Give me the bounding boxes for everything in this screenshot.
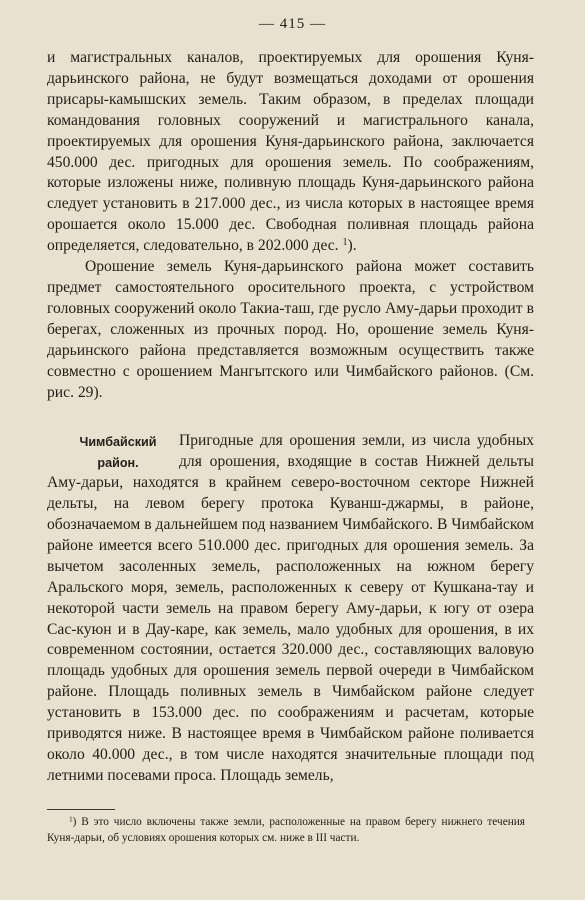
side-heading-line-1: Чимбайский xyxy=(79,435,157,450)
footnote-text: ) В это число включены также земли, расположенные на правом берегу нижнего течения Куня-дарьи, об условиях орошения которых см. ниже в III части. xyxy=(47,816,525,844)
paragraph-1-end: ). xyxy=(347,237,357,255)
side-heading-line-2: район. xyxy=(97,456,139,471)
side-heading xyxy=(58,432,178,474)
chimbay-section xyxy=(47,431,534,786)
section-paragraph: Пригодные для орошения земли, из числа удобных для орошения, входящие в состав Нижней дельты Аму-дарьи, находятся в крайнем северо-восточном секторе Нижней дельты, на левом берегу протока Куванш-джармы, в районе, обозначаемом в дальнейшем под названием Чимбайского. В Чимбайском районе имеется всего 510.000 дес. пригодных для орошения земель. За вычетом засоленных земель, расположенных на южном берегу Аральского моря, земель, расположенных к северу от Кушкана-тау и некоторой части земель на правом берегу Аму-дарьи, к югу от озера Сас-куюн и в Дау-каре, как земель, мало удобных для орошения, в их современном состоянии, остается 320.000 дес., составляющих валовую площадь удобных для орошения земель первой очереди в Чимбайском районе. Площадь поливных земель в Чимбайском районе следует установить в 153.000 дес. по соображениям и расчетам, которые приводятся ниже. В настоящее время в Чимбайском районе поливается около 40.000 дес., в том числе находятся значительные площади под летними посевами проса. Площадь земель, xyxy=(47,432,534,784)
footnote-marker: 1 xyxy=(69,814,73,824)
footnote-reference[interactable]: 1 xyxy=(342,237,348,249)
page-number: — 415 — xyxy=(259,16,326,32)
page-body xyxy=(47,48,534,787)
paragraph-1-text: и магистральных каналов, проектируемых для орошения Куня-дарьинского района, не будут возмещаться доходами от орошения присары-камышских земель. Таким образом, в пределах площади командования головных сооружений и магистрального канала, проектируемых для орошения Куня-дарьинского района, заключается 450.000 дес. пригодных для орошения земель. По соображениям, которые изложены ниже, поливную площадь Куня-дарьинского района следует установить в 217.000 дес., из числа которых в настоящее время орошается около 15.000 дес. Свободная поливная площадь района определяется, следовательно, в 202.000 дес. xyxy=(47,49,534,255)
footnote-divider xyxy=(47,809,115,810)
paragraph-1 xyxy=(47,48,534,257)
paragraph-2: Орошение земель Куня-дарьинского района может составить предмет самостоятельного оросительного проекта, с устройством головных сооружений около Такиа-таш, где русло Аму-дарьи проходит в берегах, сложенных из прочных пород. Но, орошение земель Куня-дарьинского района представляется возможным осуществить также совместно с орошением Мангытского или Чимбайского районов. (См. рис. 29). xyxy=(47,258,534,401)
footnote xyxy=(47,814,525,846)
